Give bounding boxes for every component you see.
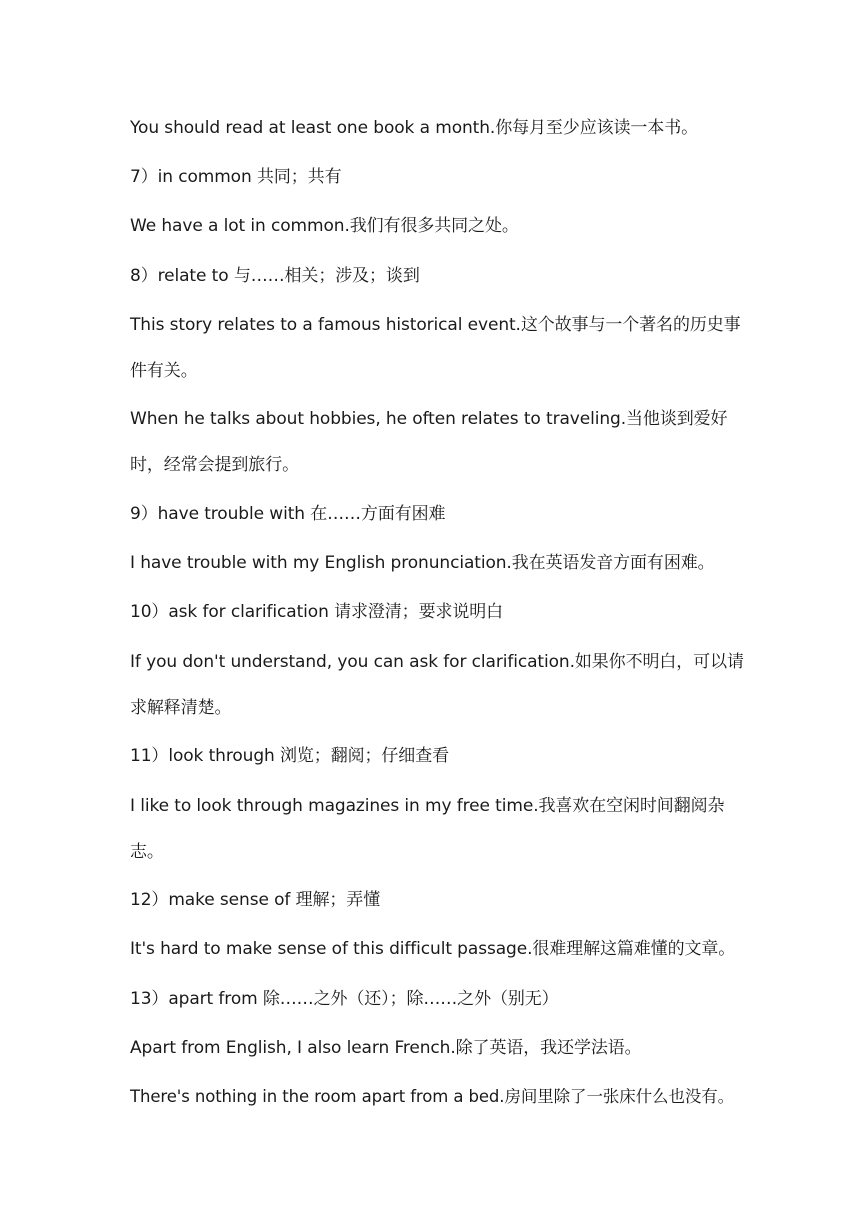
example-sentence: This story relates to a famous historical event.这个故事与一个著名的历史事	[130, 315, 741, 335]
example-sentence-continuation: 件有关。	[130, 361, 198, 381]
phrase-entry: 7）in common 共同；共有	[130, 167, 342, 187]
example-sentence: When he talks about hobbies, he often relates to traveling.当他谈到爱好	[130, 409, 728, 429]
phrase-entry: 9）have trouble with 在……方面有困难	[130, 504, 446, 524]
example-sentence: You should read at least one book a month.你每月至少应该读一本书。	[130, 118, 699, 138]
phrase-entry: 8）relate to 与……相关；涉及；谈到	[130, 266, 420, 286]
example-sentence: If you don't understand, you can ask for clarification.如果你不明白，可以请	[130, 652, 744, 672]
example-sentence: I like to look through magazines in my free time.我喜欢在空闲时间翻阅杂	[130, 796, 725, 816]
example-sentence-continuation: 时，经常会提到旅行。	[130, 455, 299, 475]
example-sentence: Apart from English, I also learn French.除了英语，我还学法语。	[130, 1038, 642, 1058]
example-sentence-continuation: 求解释清楚。	[130, 698, 232, 718]
example-sentence: I have trouble with my English pronunciation.我在英语发音方面有困难。	[130, 553, 715, 573]
example-sentence: We have a lot in common.我们有很多共同之处。	[130, 216, 519, 236]
example-sentence: There's nothing in the room apart from a bed.房间里除了一张床什么也没有。	[130, 1087, 735, 1106]
example-sentence: It's hard to make sense of this difficult passage.很难理解这篇难懂的文章。	[130, 939, 736, 959]
phrase-entry: 11）look through 浏览；翻阅；仔细查看	[130, 746, 450, 766]
phrase-entry: 13）apart from 除……之外（还）；除……之外（别无）	[130, 989, 559, 1009]
phrase-entry: 10）ask for clarification 请求澄清；要求说明白	[130, 602, 504, 622]
example-sentence-continuation: 志。	[130, 842, 164, 862]
phrase-entry: 12）make sense of 理解；弄懂	[130, 890, 381, 910]
